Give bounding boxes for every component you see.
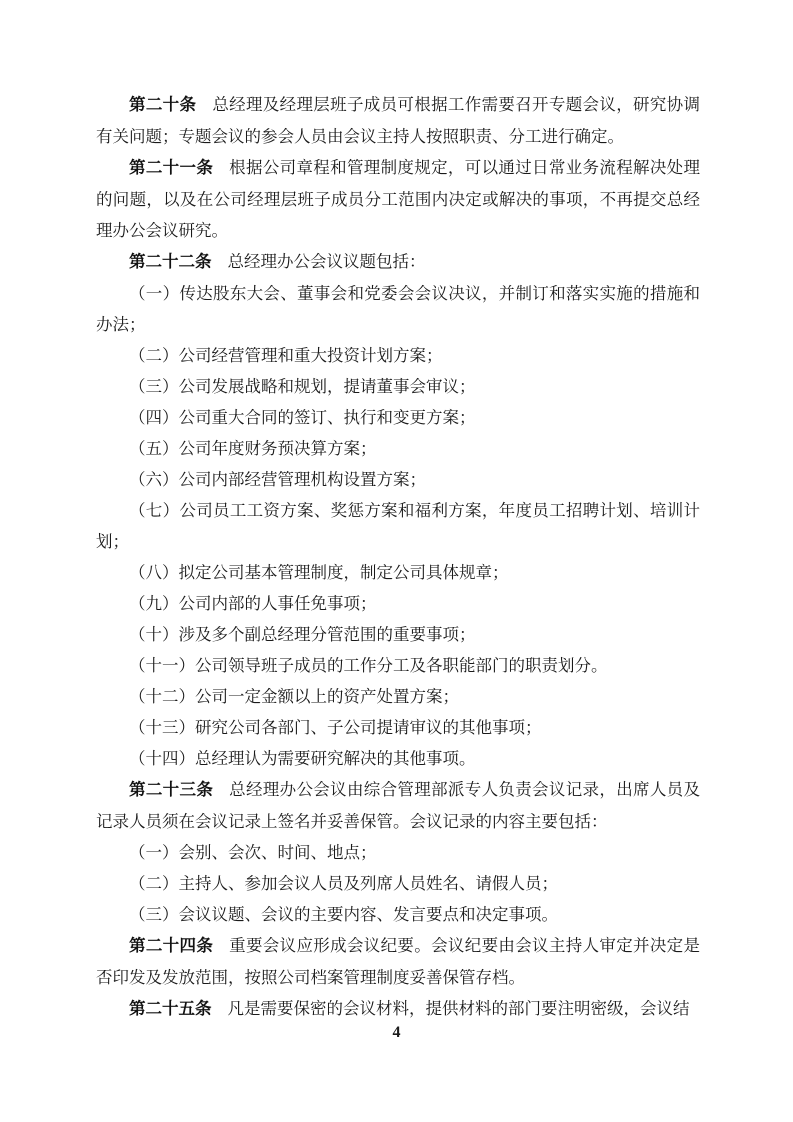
list-item-text: （六）公司内部经营管理机构设置方案； — [129, 470, 426, 489]
list-item-text: （十一）公司领导班子成员的工作分工及各职能部门的职责划分。 — [129, 656, 608, 675]
article-23-text: 总经理办公会议由综合管理部派专人负责会议记录，出席人员及记录人员须在会议记录上签名并妥善保管。会议记录的内容主要包括： — [96, 780, 700, 831]
list-item-22-5 — [96, 433, 700, 464]
document-body — [96, 89, 700, 1025]
list-item-22-6 — [96, 464, 700, 495]
list-item-22-2 — [96, 340, 700, 371]
list-item-text: （十）涉及多个副总经理分管范围的重要事项； — [129, 625, 476, 644]
paragraph-article-23 — [96, 774, 700, 837]
list-item-text: （十四）总经理认为需要研究解决的其他事项。 — [129, 749, 476, 768]
list-item-22-7 — [96, 495, 700, 557]
list-item-22-3 — [96, 371, 700, 402]
article-24-number: 第二十四条 — [129, 937, 214, 955]
article-21-number: 第二十一条 — [129, 159, 214, 177]
list-item-22-14 — [96, 743, 700, 774]
article-20-number: 第二十条 — [129, 96, 197, 114]
paragraph-article-20 — [96, 89, 700, 152]
paragraph-article-21 — [96, 152, 700, 246]
list-item-text: （八）拟定公司基本管理制度，制定公司具体规章； — [129, 563, 509, 582]
list-item-23-3 — [96, 899, 700, 930]
list-item-22-10 — [96, 619, 700, 650]
list-item-text: （二）公司经营管理和重大投资计划方案； — [129, 346, 443, 365]
list-item-23-2 — [96, 868, 700, 899]
list-item-22-12 — [96, 681, 700, 712]
list-item-text: （二）主持人、参加会议人员及列席人员姓名、请假人员； — [129, 874, 558, 893]
page-number: 4 — [392, 1024, 401, 1041]
paragraph-article-24 — [96, 930, 700, 993]
list-item-text: （三）会议议题、会议的主要内容、发言要点和决定事项。 — [129, 905, 558, 924]
list-item-text: （四）公司重大合同的签订、执行和变更方案； — [129, 408, 476, 427]
paragraph-article-22 — [96, 246, 700, 278]
list-item-22-1 — [96, 278, 700, 340]
list-item-text: （九）公司内部的人事任免事项； — [129, 594, 377, 613]
article-20-text: 总经理及经理层班子成员可根据工作需要召开专题会议，研究协调有关问题；专题会议的参会人员由会议主持人按照职责、分工进行确定。 — [96, 95, 700, 146]
article-23-number: 第二十三条 — [129, 781, 214, 799]
list-item-text: （七）公司员工工资方案、奖惩方案和福利方案，年度员工招聘计划、培训计划； — [96, 501, 700, 551]
article-21-text: 根据公司章程和管理制度规定，可以通过日常业务流程解决处理的问题，以及在公司经理层班子成员分工范围内决定或解决的事项，不再提交总经理办公会议研究。 — [96, 158, 700, 240]
list-item-22-9 — [96, 588, 700, 619]
list-item-text: （一）传达股东大会、董事会和党委会会议决议，并制订和落实实施的措施和办法； — [96, 284, 700, 334]
article-25-text: 凡是需要保密的会议材料，提供材料的部门要注明密级，会议结 — [227, 999, 690, 1018]
paragraph-article-25 — [96, 993, 700, 1025]
article-22-number: 第二十二条 — [129, 253, 212, 271]
list-item-text: （一）会别、会次、时间、地点； — [129, 843, 377, 862]
list-item-22-11 — [96, 650, 700, 681]
list-item-text: （五）公司年度财务预决算方案； — [129, 439, 377, 458]
article-24-text: 重要会议应形成会议纪要。会议纪要由会议主持人审定并决定是否印发及发放范围，按照公司档案管理制度妥善保管存档。 — [96, 936, 700, 987]
list-item-22-8 — [96, 557, 700, 588]
list-item-text: （十三）研究公司各部门、子公司提请审议的其他事项； — [129, 718, 542, 737]
article-25-number: 第二十五条 — [129, 1000, 212, 1018]
page-footer — [0, 1024, 793, 1042]
list-item-text: （三）公司发展战略和规划，提请董事会审议； — [129, 377, 476, 396]
list-item-22-4 — [96, 402, 700, 433]
list-item-22-13 — [96, 712, 700, 743]
list-item-23-1 — [96, 837, 700, 868]
article-22-text: 总经理办公会议议题包括： — [227, 252, 426, 271]
list-item-text: （十二）公司一定金额以上的资产处置方案； — [129, 687, 459, 706]
